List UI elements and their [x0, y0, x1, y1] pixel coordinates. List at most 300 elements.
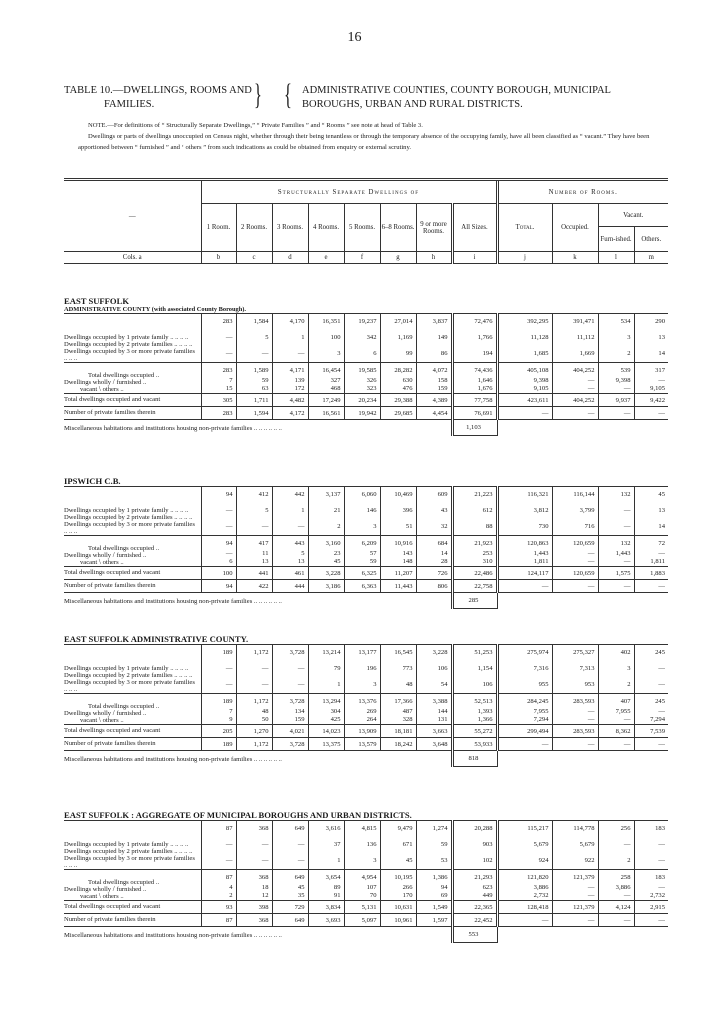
occupied-3-value: 14 [658, 523, 665, 530]
occupied-col-8 [452, 821, 497, 870]
others-value: 264 [366, 716, 377, 723]
total-occupied-value: 19,585 [358, 367, 377, 374]
row-families-label: Number of private families therein [64, 738, 201, 751]
occupied-2-value: — [225, 334, 233, 341]
families-col-8: 53,933 [452, 738, 497, 751]
occupied-1-value: 275,974 [527, 649, 549, 656]
total-all-col-10: 283,593 [552, 725, 598, 738]
occupied-2-value: 59 [440, 841, 448, 848]
occupied-col-10 [552, 314, 598, 363]
total-all-col-11: 4,124 [598, 901, 634, 914]
occupied-2-value: — [225, 507, 233, 514]
total-vacant-col-9 [497, 870, 552, 901]
total-all-col-4: 3,228 [308, 567, 344, 580]
row-occupied-label [64, 314, 201, 363]
total-all-col-9: 124,117 [497, 567, 552, 580]
row-occupied [64, 821, 668, 870]
furnished-text: furnished .. [116, 552, 147, 559]
families-col-7: 1,597 [416, 914, 452, 927]
occupied-2-value: 11,128 [530, 334, 549, 341]
total-vacant-col-2 [236, 363, 272, 394]
others-value: 63 [261, 385, 269, 392]
total-occupied-value: 10,195 [394, 874, 413, 881]
total-all-col-9: 423,611 [497, 394, 552, 407]
misc-value: 1,103 [452, 420, 497, 436]
others-value: 328 [402, 716, 413, 723]
occupied-2-value: 196 [366, 665, 377, 672]
row-total-all-label: Total dwellings occupied and vacant [64, 394, 201, 407]
occupied-col-3 [272, 487, 308, 536]
occupied-col-10 [552, 645, 598, 694]
occupied-1-value: 183 [655, 825, 665, 832]
total-occupied-value: 13,294 [322, 698, 341, 705]
title-left-line1: TABLE 10.—DWELLINGS, ROOMS AND [64, 85, 252, 96]
total-occupied-value: 121,820 [527, 874, 549, 881]
occupied-1-value: 116,144 [573, 491, 595, 498]
occupied-3-value: 194 [482, 350, 493, 357]
header-col-4: 4 Rooms. [308, 204, 344, 252]
total-vacant-col-10 [552, 694, 598, 725]
occupied-3-value: — [225, 857, 233, 864]
occupied-2-value: 773 [402, 665, 413, 672]
occupied-3-value: 45 [405, 857, 413, 864]
occupied-2-value: 79 [333, 665, 341, 672]
occupied-2-value: — [261, 841, 269, 848]
total-occupied-label: Total dwellings occupied .. [88, 703, 160, 710]
letter-k: k [552, 252, 598, 264]
total-all-col-10: 404,252 [552, 394, 598, 407]
header-col-total: Total. [497, 204, 552, 252]
row-families [64, 580, 668, 593]
letter-l: l [598, 252, 634, 264]
families-col-12: — [634, 738, 668, 751]
total-all-col-11: 8,362 [598, 725, 634, 738]
total-all-col-10: 120,659 [552, 567, 598, 580]
occupied-col-11 [598, 314, 634, 363]
occupied-col-8 [452, 487, 497, 536]
occupied-2-value: 1 [301, 507, 305, 514]
others-value: 159 [437, 385, 448, 392]
total-all-col-6: 29,388 [380, 394, 416, 407]
occupied-col-9 [497, 645, 552, 694]
furnished-value: 18 [261, 884, 269, 891]
occupied-col-5 [344, 645, 380, 694]
total-all-col-9: 128,418 [497, 901, 552, 914]
families-col-10: — [552, 738, 598, 751]
total-vacant-col-5 [344, 694, 380, 725]
total-vacant-col-1 [201, 536, 236, 567]
occupied-3-value: 2 [627, 857, 631, 864]
section-title: EAST SUFFOLK [64, 296, 130, 306]
row-families [64, 407, 668, 420]
occupied-1-value: 19,237 [358, 318, 377, 325]
total-occupied-value: 407 [620, 698, 631, 705]
furnished-value: 7 [229, 377, 233, 384]
occupied-2-value: 7,313 [579, 665, 595, 672]
occupied-3-value: 1 [337, 681, 341, 688]
occupied-2-value: 3 [627, 665, 631, 672]
occupied-2-value: 3,812 [533, 507, 549, 514]
furnished-value: — [658, 550, 665, 557]
occupied-3-value: 1,685 [533, 350, 549, 357]
title-left-line2: FAMILIES. [104, 99, 155, 110]
misc-value: 285 [452, 593, 497, 609]
occupied-2-value: 342 [366, 334, 377, 341]
furnished-value: 143 [402, 550, 413, 557]
vacant-w-text: Dwellings wholly [64, 552, 113, 559]
total-vacant-col-7 [416, 363, 452, 394]
letter-i: i [452, 252, 497, 264]
total-occupied-value: 10,916 [394, 540, 413, 547]
occupied-col-12 [634, 487, 668, 536]
total-occupied-value: 3,728 [289, 698, 305, 705]
families-col-6: 18,242 [380, 738, 416, 751]
total-occupied-label: Total dwellings occupied .. [88, 879, 160, 886]
total-all-col-7: 726 [416, 567, 452, 580]
total-vacant-col-12 [634, 363, 668, 394]
occupied-col-9 [497, 821, 552, 870]
total-all-col-2: 441 [236, 567, 272, 580]
occupied-2-value: 671 [402, 841, 413, 848]
occupied-3-value: — [297, 681, 305, 688]
brace-icon: / [112, 551, 117, 559]
total-all-col-7: 4,389 [416, 394, 452, 407]
furnished-value: 158 [437, 377, 448, 384]
row-misc [64, 927, 668, 943]
total-all-col-12: 9,422 [634, 394, 668, 407]
vacant-w-text: Dwellings wholly [64, 710, 113, 717]
furnished-value: 630 [402, 377, 413, 384]
total-occupied-value: 4,171 [289, 367, 305, 374]
vacant-furnished-label [64, 379, 198, 386]
occupied-col-3 [272, 645, 308, 694]
occupied-3-value: 53 [440, 857, 448, 864]
total-all-col-5: 6,325 [344, 567, 380, 580]
families-col-11: — [598, 738, 634, 751]
families-col-11: — [598, 407, 634, 420]
total-occupied-value: 6,209 [361, 540, 377, 547]
header-col-2: 2 Rooms. [236, 204, 272, 252]
occupied-1-value: 189 [222, 649, 233, 656]
total-occupied-value: 3,388 [432, 698, 448, 705]
total-all-col-6: 10,631 [380, 901, 416, 914]
vacant-text: vacant [80, 717, 99, 724]
occupied-1-value: 609 [437, 491, 448, 498]
furnished-value: — [658, 708, 665, 715]
title-right-line1: ADMINISTRATIVE COUNTIES, COUNTY BOROUGH, MUNICIPAL [302, 85, 611, 96]
section-table [64, 486, 668, 609]
occupied-3-value: 922 [584, 857, 595, 864]
letter-d: d [272, 252, 308, 264]
families-col-2: 1,594 [236, 407, 272, 420]
total-all-col-7: 3,663 [416, 725, 452, 738]
occupied-1-value: 402 [620, 649, 631, 656]
total-vacant-col-6 [380, 536, 416, 567]
furnished-value: 7,955 [533, 708, 549, 715]
occupied-1-value: 649 [294, 825, 305, 832]
families-col-8: 22,452 [452, 914, 497, 927]
occupied-label-2: Dwellings occupied by 2 private families .. .. .. .. [64, 672, 193, 679]
total-vacant-col-8 [452, 536, 497, 567]
row-total-vacant [64, 536, 668, 567]
section-4 [64, 810, 668, 943]
others-value: — [587, 716, 595, 723]
row-total-vacant [64, 363, 668, 394]
others-value: 12 [261, 892, 269, 899]
total-occupied-value: 283,593 [573, 698, 595, 705]
total-occupied-value: 21,923 [474, 540, 493, 547]
families-col-5: 6,363 [344, 580, 380, 593]
furnished-value: — [587, 884, 595, 891]
occupied-label-1: Dwellings occupied by 1 private family .. .. .. .. [64, 507, 189, 514]
section-title: EAST SUFFOLK : AGGREGATE OF MUNICIPAL BOROUGHS AND URBAN DISTRICTS. [64, 810, 412, 820]
row-occupied-label [64, 487, 201, 536]
total-occupied-value: 284,245 [527, 698, 549, 705]
total-all-col-6: 18,181 [380, 725, 416, 738]
total-vacant-col-7 [416, 870, 452, 901]
total-occupied-value: 649 [294, 874, 305, 881]
total-occupied-value: 87 [225, 874, 233, 881]
header-col-3: 3 Rooms. [272, 204, 308, 252]
families-col-2: 422 [236, 580, 272, 593]
occupied-3-value: — [261, 857, 269, 864]
note [64, 120, 664, 153]
occupied-3-value: 106 [482, 681, 493, 688]
total-occupied-value: 132 [620, 540, 631, 547]
occupied-2-value: 5 [265, 334, 269, 341]
others-value: 91 [333, 892, 341, 899]
total-all-col-12: 2,915 [634, 901, 668, 914]
row-families [64, 914, 668, 927]
occupied-col-7 [416, 645, 452, 694]
total-vacant-col-10 [552, 363, 598, 394]
furnished-value: 623 [482, 884, 493, 891]
families-col-12: — [634, 580, 668, 593]
furnished-value: 23 [333, 550, 341, 557]
occupied-3-value: 2 [627, 350, 631, 357]
occupied-3-value: 14 [658, 350, 665, 357]
occupied-1-value: 10,469 [394, 491, 413, 498]
occupied-col-11 [598, 645, 634, 694]
occupied-1-value: 3,228 [432, 649, 448, 656]
occupied-1-value: 391,471 [573, 318, 595, 325]
vacant-w-text: Dwellings wholly [64, 886, 113, 893]
table-title-left [64, 84, 252, 112]
furnished-text: furnished .. [116, 379, 147, 386]
occupied-3-value: 716 [584, 523, 595, 530]
furnished-value: — [658, 884, 665, 891]
furnished-value: 266 [402, 884, 413, 891]
total-vacant-col-4 [308, 870, 344, 901]
furnished-value: — [587, 377, 595, 384]
total-all-col-2: 1,711 [236, 394, 272, 407]
row-total-all-label: Total dwellings occupied and vacant [64, 901, 201, 914]
occupied-3-value: 953 [584, 681, 595, 688]
total-occupied-value: 258 [620, 874, 631, 881]
occupied-1-value: 13,177 [358, 649, 377, 656]
occupied-1-value: 72,476 [474, 318, 493, 325]
header-col-occupied: Occupied. [552, 204, 598, 252]
letter-b: b [201, 252, 236, 264]
others-value: 159 [294, 716, 305, 723]
total-vacant-col-6 [380, 363, 416, 394]
occupied-3-value: — [658, 681, 665, 688]
others-value: 50 [261, 716, 269, 723]
others-value: 170 [402, 892, 413, 899]
total-vacant-col-8 [452, 363, 497, 394]
brace-open: { [284, 78, 292, 111]
header-col-1: 1 Room. [201, 204, 236, 252]
occupied-1-value: 283 [222, 318, 233, 325]
occupied-col-7 [416, 821, 452, 870]
occupied-col-12 [634, 314, 668, 363]
table-title-right [302, 84, 611, 112]
brace-icon: / [112, 709, 117, 717]
total-occupied-value: 405,108 [527, 367, 549, 374]
furnished-value: 1,393 [477, 708, 493, 715]
total-vacant-col-4 [308, 694, 344, 725]
row-misc-label: Miscellaneous habitations and institutions housing non-private families .. .. .. .. .. .. [64, 756, 282, 763]
total-vacant-col-10 [552, 536, 598, 567]
occupied-label-1: Dwellings occupied by 1 private family .. .. .. .. [64, 841, 189, 848]
row-families [64, 738, 668, 751]
vacant-furnished-label [64, 710, 198, 717]
total-occupied-value: 52,513 [474, 698, 493, 705]
total-occupied-value: 21,293 [474, 874, 493, 881]
letter-e: e [308, 252, 344, 264]
families-col-4: 16,561 [308, 407, 344, 420]
others-value: 9,105 [533, 385, 549, 392]
furnished-value: 253 [482, 550, 493, 557]
brace-icon: \ [98, 558, 103, 566]
section-2 [64, 476, 668, 609]
occupied-col-2 [236, 487, 272, 536]
furnished-value: 94 [440, 884, 448, 891]
families-col-9: — [497, 580, 552, 593]
occupied-2-value: 13 [658, 334, 665, 341]
row-total-vacant-label [64, 363, 201, 394]
row-total-all [64, 725, 668, 738]
letter-f: f [344, 252, 380, 264]
total-all-col-2: 398 [236, 901, 272, 914]
total-all-col-12: 1,883 [634, 567, 668, 580]
row-total-vacant [64, 870, 668, 901]
vacant-w-text: Dwellings wholly [64, 379, 113, 386]
occupied-3-value: 1 [337, 857, 341, 864]
row-occupied [64, 645, 668, 694]
row-misc [64, 420, 668, 436]
header-dash: — [128, 212, 136, 220]
others-value: — [623, 558, 631, 565]
occupied-2-value: 5 [265, 507, 269, 514]
total-all-col-3: 461 [272, 567, 308, 580]
total-occupied-value: 121,379 [573, 874, 595, 881]
others-value: 323 [366, 385, 377, 392]
total-all-col-8: 77,758 [452, 394, 497, 407]
others-value: 9,105 [650, 385, 665, 392]
occupied-2-value: 1,766 [477, 334, 493, 341]
row-misc [64, 593, 668, 609]
total-vacant-col-2 [236, 694, 272, 725]
others-text: others .. [102, 386, 124, 393]
occupied-col-1 [201, 645, 236, 694]
occupied-3-value: 730 [538, 523, 549, 530]
others-value: 1,366 [477, 716, 493, 723]
furnished-value: 304 [330, 708, 341, 715]
total-occupied-value: 417 [258, 540, 269, 547]
others-value: — [587, 892, 595, 899]
occupied-3-value: 32 [440, 523, 448, 530]
row-misc-label: Miscellaneous habitations and institutions housing non-private families .. .. .. .. .. .. [64, 598, 282, 605]
occupied-1-value: 245 [655, 649, 665, 656]
others-value: 13 [261, 558, 269, 565]
occupied-1-value: 16,351 [322, 318, 341, 325]
total-vacant-col-4 [308, 363, 344, 394]
occupied-1-value: 4,170 [289, 318, 305, 325]
title-right-line2: BOROUGHS, URBAN AND RURAL DISTRICTS. [302, 99, 523, 110]
total-vacant-col-5 [344, 363, 380, 394]
occupied-1-value: 21,223 [474, 491, 493, 498]
occupied-3-value: — [297, 857, 305, 864]
occupied-col-1 [201, 821, 236, 870]
occupied-label-3: Dwellings occupied by 3 or more private families .. .. .. [64, 855, 195, 869]
occupied-3-value: — [261, 350, 269, 357]
occupied-1-value: 16,545 [394, 649, 413, 656]
occupied-2-value: 43 [440, 507, 448, 514]
section-table [64, 820, 668, 943]
occupied-col-5 [344, 821, 380, 870]
occupied-col-2 [236, 821, 272, 870]
furnished-value: — [225, 550, 233, 557]
vacant-others-label [64, 717, 198, 724]
total-occupied-value: 4,954 [361, 874, 377, 881]
total-vacant-col-12 [634, 536, 668, 567]
vacant-furnished-label [64, 886, 198, 893]
total-all-col-4: 17,249 [308, 394, 344, 407]
section-title: EAST SUFFOLK ADMINISTRATIVE COUNTY. [64, 634, 249, 644]
occupied-3-value: 48 [405, 681, 413, 688]
misc-value: 818 [452, 751, 497, 767]
occupied-1-value: 442 [294, 491, 305, 498]
families-col-12: — [634, 914, 668, 927]
total-all-col-1: 305 [201, 394, 236, 407]
header-vacant: Vacant. [598, 204, 668, 227]
total-all-col-11: 1,575 [598, 567, 634, 580]
families-col-3: 444 [272, 580, 308, 593]
families-col-7: 3,648 [416, 738, 452, 751]
furnished-value: — [587, 708, 595, 715]
total-occupied-label: Total dwellings occupied .. [88, 372, 160, 379]
occupied-col-2 [236, 645, 272, 694]
others-value: 2,732 [650, 892, 665, 899]
header-others: Others. [634, 227, 668, 252]
total-vacant-col-9 [497, 363, 552, 394]
total-vacant-col-11 [598, 694, 634, 725]
total-vacant-col-12 [634, 694, 668, 725]
occupied-1-value: 534 [620, 318, 631, 325]
others-text: others .. [102, 893, 124, 900]
letter-j: j [497, 252, 552, 264]
others-value: 172 [294, 385, 305, 392]
occupied-1-value: 45 [658, 491, 665, 498]
families-col-12: — [634, 407, 668, 420]
occupied-2-value: — [658, 665, 665, 672]
furnished-text: furnished .. [116, 710, 147, 717]
total-occupied-value: 94 [225, 540, 233, 547]
occupied-col-4 [308, 645, 344, 694]
occupied-label-2: Dwellings occupied by 2 private families .. .. .. .. [64, 848, 193, 855]
total-vacant-col-3 [272, 536, 308, 567]
